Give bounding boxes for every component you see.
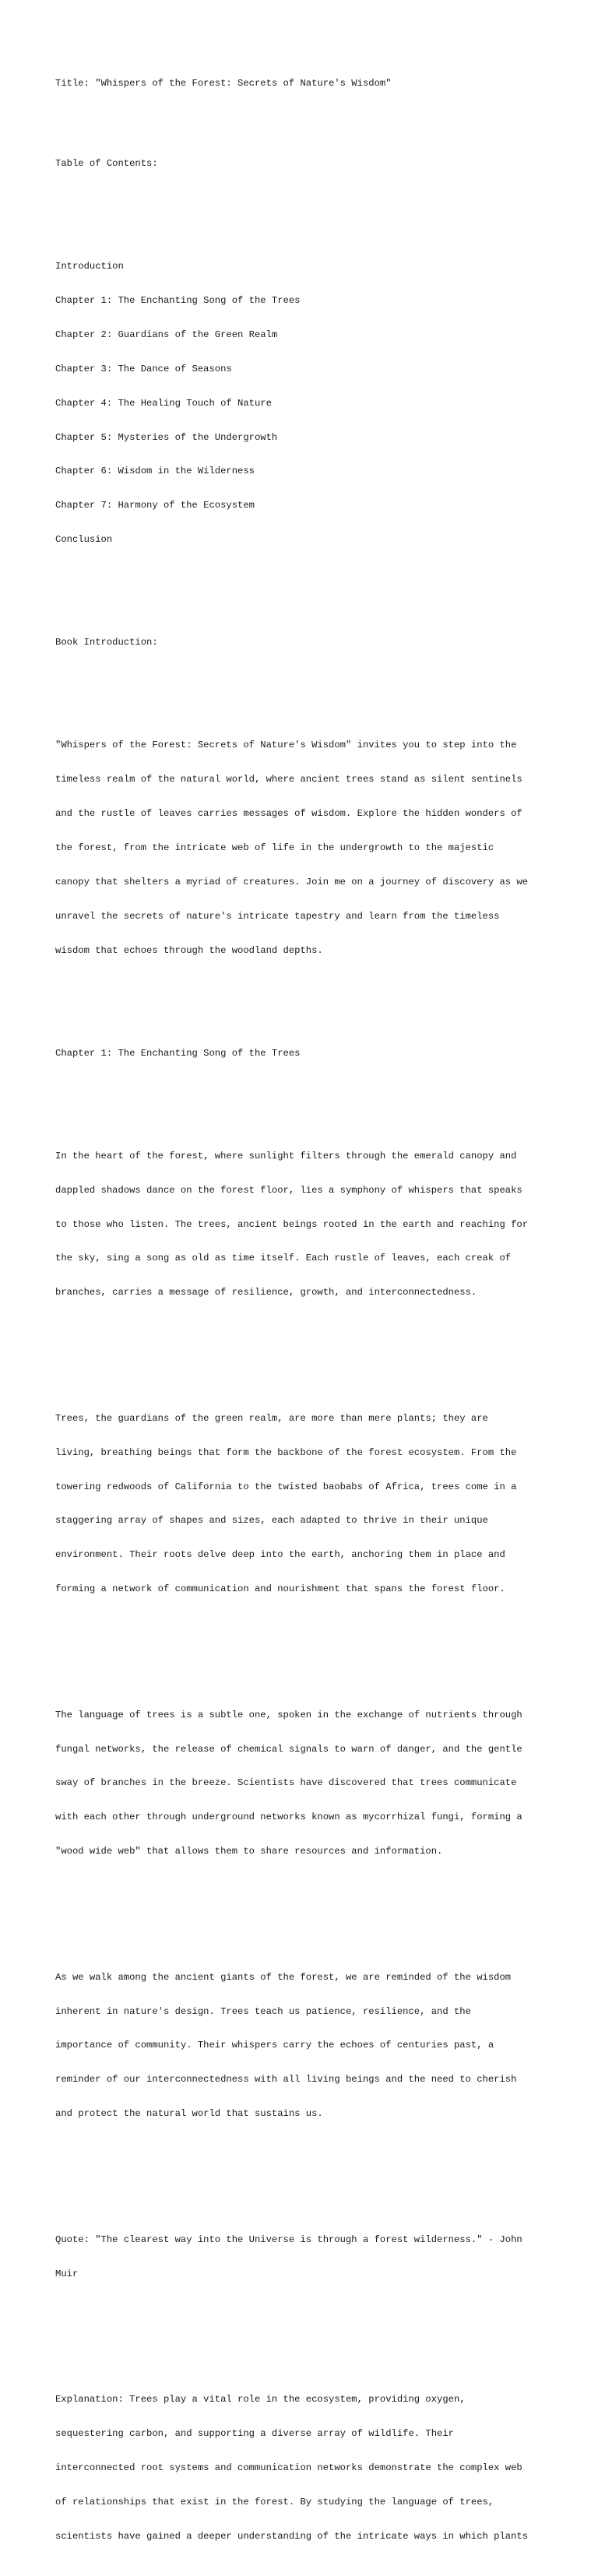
paragraph-line: of relationships that exist in the forest. By studying the language of trees, bbox=[55, 2496, 494, 2507]
paragraph-line: sequestering carbon, and supporting a diverse array of wildlife. Their bbox=[55, 2427, 454, 2439]
paragraph-line: wisdom that echoes through the woodland depths. bbox=[55, 944, 323, 956]
spacer bbox=[55, 1002, 554, 1014]
paragraph-line: interconnected root systems and communication networks demonstrate the complex web bbox=[55, 2462, 522, 2473]
quote-line: Muir bbox=[55, 2268, 79, 2279]
spacer bbox=[55, 1344, 554, 1356]
paragraph-line: the forest, from the intricate web of life in the undergrowth to the majestic bbox=[55, 842, 494, 853]
paragraph-line: timeless realm of the natural world, where ancient trees stand as silent sentinels bbox=[55, 774, 522, 785]
paragraph-line: Explanation: Trees play a vital role in the ecosystem, providing oxygen, bbox=[55, 2393, 466, 2405]
paragraph-line: importance of community. Their whispers carry the echoes of centuries past, a bbox=[55, 2040, 494, 2051]
intro-paragraph bbox=[55, 717, 554, 979]
paragraph-line: unravel the secrets of nature's intricate tapestry and learn from the timeless bbox=[55, 910, 500, 922]
toc-item: Chapter 2: Guardians of the Green Realm bbox=[55, 329, 278, 340]
toc-item: Chapter 4: The Healing Touch of Nature bbox=[55, 397, 272, 409]
spacer bbox=[55, 1082, 554, 1094]
paragraph-line: branches, carries a message of resilience, growth, and interconnectedness. bbox=[55, 1287, 477, 1299]
chapter1-paragraph-4 bbox=[55, 1949, 554, 2142]
paragraph-line: dappled shadows dance on the forest floor, lies a symphony of whispers that speaks bbox=[55, 1184, 522, 1196]
spacer bbox=[55, 2166, 554, 2177]
paragraph-line: and the rustle of leaves carries messages of wisdom. Explore the hidden wonders of bbox=[55, 808, 522, 820]
paragraph-line: "Whispers of the Forest: Secrets of Nature's Wisdom" invites you to step into the bbox=[55, 740, 517, 751]
paragraph-line: to those who listen. The trees, ancient beings rooted in the earth and reaching for bbox=[55, 1218, 529, 1230]
document-title: Title: "Whispers of the Forest: Secrets of Nature's Wisdom" bbox=[55, 78, 392, 90]
paragraph-line: In the heart of the forest, where sunlight filters through the emerald canopy and bbox=[55, 1150, 517, 1161]
toc-item: Chapter 7: Harmony of the Ecosystem bbox=[55, 500, 255, 511]
paragraph-line: and protect the natural world that sustains us. bbox=[55, 2108, 323, 2120]
paragraph-line: sway of branches in the breeze. Scientists have discovered that trees communicate bbox=[55, 1777, 517, 1789]
spacer bbox=[55, 2325, 554, 2337]
chapter1-paragraph-2 bbox=[55, 1390, 554, 1618]
explanation-block bbox=[55, 2370, 554, 2564]
paragraph-line: scientists have gained a deeper understanding of the intricate ways in which plants bbox=[55, 2530, 529, 2542]
toc-item: Chapter 6: Wisdom in the Wilderness bbox=[55, 466, 255, 477]
paragraph-line: environment. Their roots delve deep into the earth, anchoring them in place and bbox=[55, 1549, 505, 1561]
quote-line: Quote: "The clearest way into the Universe is through a forest wilderness." - John bbox=[55, 2233, 522, 2245]
spacer bbox=[55, 112, 554, 124]
paragraph-line: Trees, the guardians of the green realm, are more than mere plants; they are bbox=[55, 1412, 488, 1424]
spacer bbox=[55, 1641, 554, 1653]
paragraph-line: "wood wide web" that allows them to share resources and information. bbox=[55, 1846, 443, 1857]
paragraph-line: inherent in nature's design. Trees teach us patience, resilience, and the bbox=[55, 2005, 471, 2017]
paragraph-line: the sky, sing a song as old as time itself. Each rustle of leaves, each creak of bbox=[55, 1253, 512, 1264]
spacer bbox=[55, 192, 554, 204]
spacer bbox=[55, 592, 554, 603]
spacer bbox=[55, 1903, 554, 1915]
paragraph-line: forming a network of communication and nourishment that spans the forest floor. bbox=[55, 1583, 505, 1595]
quote-block bbox=[55, 2211, 554, 2302]
paragraph-line: The language of trees is a subtle one, spoken in the exchange of nutrients through bbox=[55, 1709, 522, 1720]
chapter1-paragraph-3 bbox=[55, 1686, 554, 1880]
paragraph-line: As we walk among the ancient giants of the forest, we are reminded of the wisdom bbox=[55, 1971, 512, 1983]
paragraph-line: fungal networks, the release of chemical signals to warn of danger, and the gentle bbox=[55, 1743, 522, 1755]
toc-item: Chapter 1: The Enchanting Song of the Trees bbox=[55, 294, 301, 306]
chapter1-heading: Chapter 1: The Enchanting Song of the Trees bbox=[55, 1047, 301, 1059]
toc-item: Chapter 5: Mysteries of the Undergrowth bbox=[55, 431, 278, 443]
intro-heading: Book Introduction: bbox=[55, 637, 158, 648]
paragraph-line: with each other through underground networks known as mycorrhizal fungi, forming a bbox=[55, 1812, 522, 1823]
paragraph-line: towering redwoods of California to the twisted baobabs of Africa, trees come in a bbox=[55, 1481, 517, 1492]
toc-item: Chapter 3: The Dance of Seasons bbox=[55, 363, 232, 374]
chapter1-paragraph-1 bbox=[55, 1127, 554, 1321]
toc-item: Introduction bbox=[55, 260, 124, 272]
document-page bbox=[55, 55, 554, 2576]
toc-heading: Table of Contents: bbox=[55, 157, 158, 169]
paragraph-line: reminder of our interconnectedness with all living beings and the need to cherish bbox=[55, 2074, 517, 2086]
paragraph-line: canopy that shelters a myriad of creatures. Join me on a journey of discovery as we bbox=[55, 876, 529, 887]
spacer bbox=[55, 671, 554, 683]
paragraph-line: living, breathing beings that form the backbone of the forest ecosystem. From the bbox=[55, 1446, 517, 1458]
toc-item: Conclusion bbox=[55, 534, 113, 546]
paragraph-line: staggering array of shapes and sizes, each adapted to thrive in their unique bbox=[55, 1515, 488, 1527]
table-of-contents bbox=[55, 237, 554, 568]
